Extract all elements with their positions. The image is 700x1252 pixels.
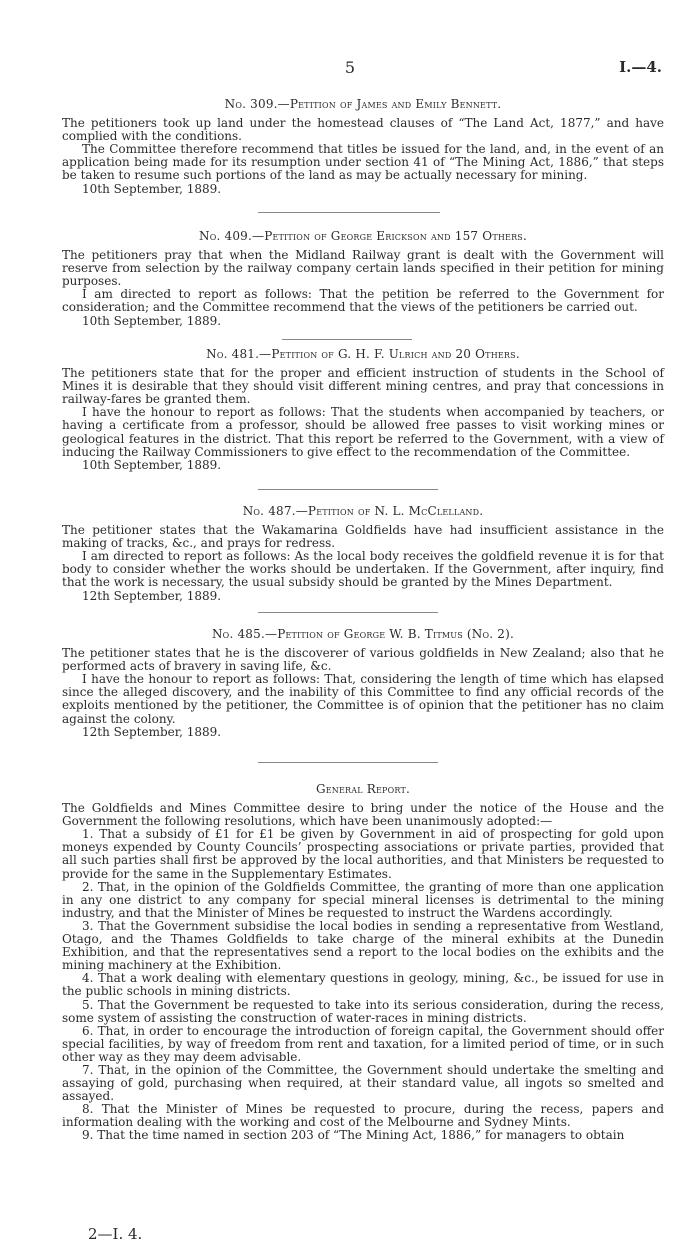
petition-paragraph: I am directed to report as follows: That the petition be referred to the Government for consideration; and the Committee recommend that the views of the petitioners be carried out. (62, 287, 664, 315)
section-divider (258, 762, 438, 763)
report-item: 8. That the Minister of Mines be requested to procure, during the recess, papers and information dealing with the working and cost of the Melbourne and Sydney Mints. (62, 1102, 664, 1130)
petition-title: No. 409.—Petition of George Erickson and 157 Others. (199, 229, 527, 243)
report-title: General Report. (315, 782, 411, 796)
petition-date: 12th September, 1889. (82, 588, 222, 603)
petition-paragraph: I am directed to report as follows: As the local body receives the goldfield revenue it is for that body to consider whether the works should be undertaken. If the Government, after inquiry, find that the work is necessary, the usual subsidy should be granted by the Mines Department. (62, 549, 664, 590)
page-number: 5 (344, 58, 356, 77)
petition-title: No. 485.—Petition of George W. B. Titmus (No. 2). (211, 627, 514, 641)
page-signature: 2—I. 4. (88, 1225, 143, 1243)
general-report (62, 783, 664, 1143)
report-item: 2. That, in the opinion of the Goldfields Committee, the granting of more than one application in any one district to any company for special mineral licenses is detrimental to the mining industry, and that the Minister of Mines be requested to instruct the Wardens accordingly. (62, 879, 664, 920)
petition-title: No. 309.—Petition of James and Emily Bennett. (224, 97, 502, 111)
petition-paragraph: The petitioners state that for the proper and efficient instruction of students in the School of Mines it is desirable that they should visit different mining centres, and pray that concessions in railway-fares be granted them. (62, 366, 664, 407)
report-item: 1. That a subsidy of £1 for £1 be given by Government in aid of prospecting for gold upon moneys expended by County Councils’ prospecting associations or private parties, provided that all such parties shall first be approved by the local authorities, and that Ministers be requested to provide for the same in the Supplementary Estimates. (62, 827, 664, 881)
petition-paragraph: I have the honour to report as follows: That the students when accompanied by teachers, or having a certificate from a professor, should be allowed free passes to visit working mines or geological features in the district. That this report be referred to the Government, with a view of inducing the Railway Commissioners to give effect to the recommendation of the Committee. (62, 405, 664, 459)
petition-date: 10th September, 1889. (82, 457, 222, 472)
petition-paragraph: The petitioners pray that when the Midland Railway grant is dealt with the Government will reserve from selection by the railway company certain lands specified in their petition for mining purposes. (62, 248, 664, 289)
petition-309 (62, 98, 664, 196)
petition-date: 10th September, 1889. (82, 313, 222, 328)
report-item: 5. That the Government be requested to take into its serious consideration, during the recess, some system of assisting the construction of water-races in mining districts. (62, 997, 664, 1025)
petition-date: 12th September, 1889. (82, 724, 222, 739)
report-intro: The Goldfields and Mines Committee desire to bring under the notice of the House and the Government the following resolutions, which have been unanimously adopted:— (62, 801, 664, 829)
page-header (0, 58, 700, 82)
petition-title: No. 481.—Petition of G. H. F. Ulrich and 20 Others. (206, 347, 520, 361)
petition-title: No. 487.—Petition of N. L. McClelland. (242, 504, 484, 518)
section-divider (282, 339, 412, 340)
report-item: 9. That the time named in section 203 of “The Mining Act, 1886,” for managers to obtain (82, 1128, 625, 1143)
petition-paragraph: The petitioner states that he is the discoverer of various goldfields in New Zealand; also that he performed acts of bravery in saving life, &c. (62, 646, 664, 674)
petition-485 (62, 628, 664, 739)
petition-paragraph: I have the honour to report as follows: That, considering the length of time which has elapsed since the alleged discovery, and the inability of this Committee to find any official records of the exploits mentioned by the petitioner, the Committee is of opinion that the petitioner has no claim against the colony. (62, 672, 664, 726)
report-item: 7. That, in the opinion of the Committee, the Government should undertake the smelting and assaying of gold, purchasing when required, at their standard value, all ingots so smelted and assayed. (62, 1062, 664, 1104)
report-item: 3. That the Government subsidise the local bodies in sending a representative from Westland, Otago, and the Thames Goldfields to take charge of the mineral exhibits at the Dunedin Exhibition, and that the representatives send a report to the local bodies on the exhibits and the mining machinery at the Exhibition. (62, 918, 664, 973)
section-divider (258, 612, 438, 613)
petition-date: 10th September, 1889. (82, 181, 222, 196)
petition-paragraph: The petitioner states that the Wakamarina Goldfields have had insufficient assistance in the making of tracks, &c., and prays for redress. (62, 523, 664, 551)
document-reference: I.—4. (619, 58, 662, 76)
section-divider (258, 212, 440, 213)
report-item: 6. That, in order to encourage the introduction of foreign capital, the Government should offer special facilities, by way of freedom from rent and taxation, for a limited period of time, or in such other way as they may deem advisable. (62, 1023, 664, 1064)
petition-487 (62, 505, 664, 603)
petition-paragraph: The Committee therefore recommend that titles be issued for the land, and, in the event of an application being made for its resumption under section 41 of “The Mining Act, 1886,” that steps be taken to resume such portions of the land as may be actually necessary for mining. (62, 142, 664, 183)
petition-409 (62, 230, 664, 328)
petition-481 (62, 348, 664, 472)
petition-paragraph: The petitioners took up land under the homestead clauses of “The Land Act, 1877,” and have complied with the conditions. (62, 116, 664, 144)
section-divider (258, 489, 438, 490)
report-item: 4. That a work dealing with elementary questions in geology, mining, &c., be issued for use in the public schools in mining districts. (62, 971, 664, 999)
